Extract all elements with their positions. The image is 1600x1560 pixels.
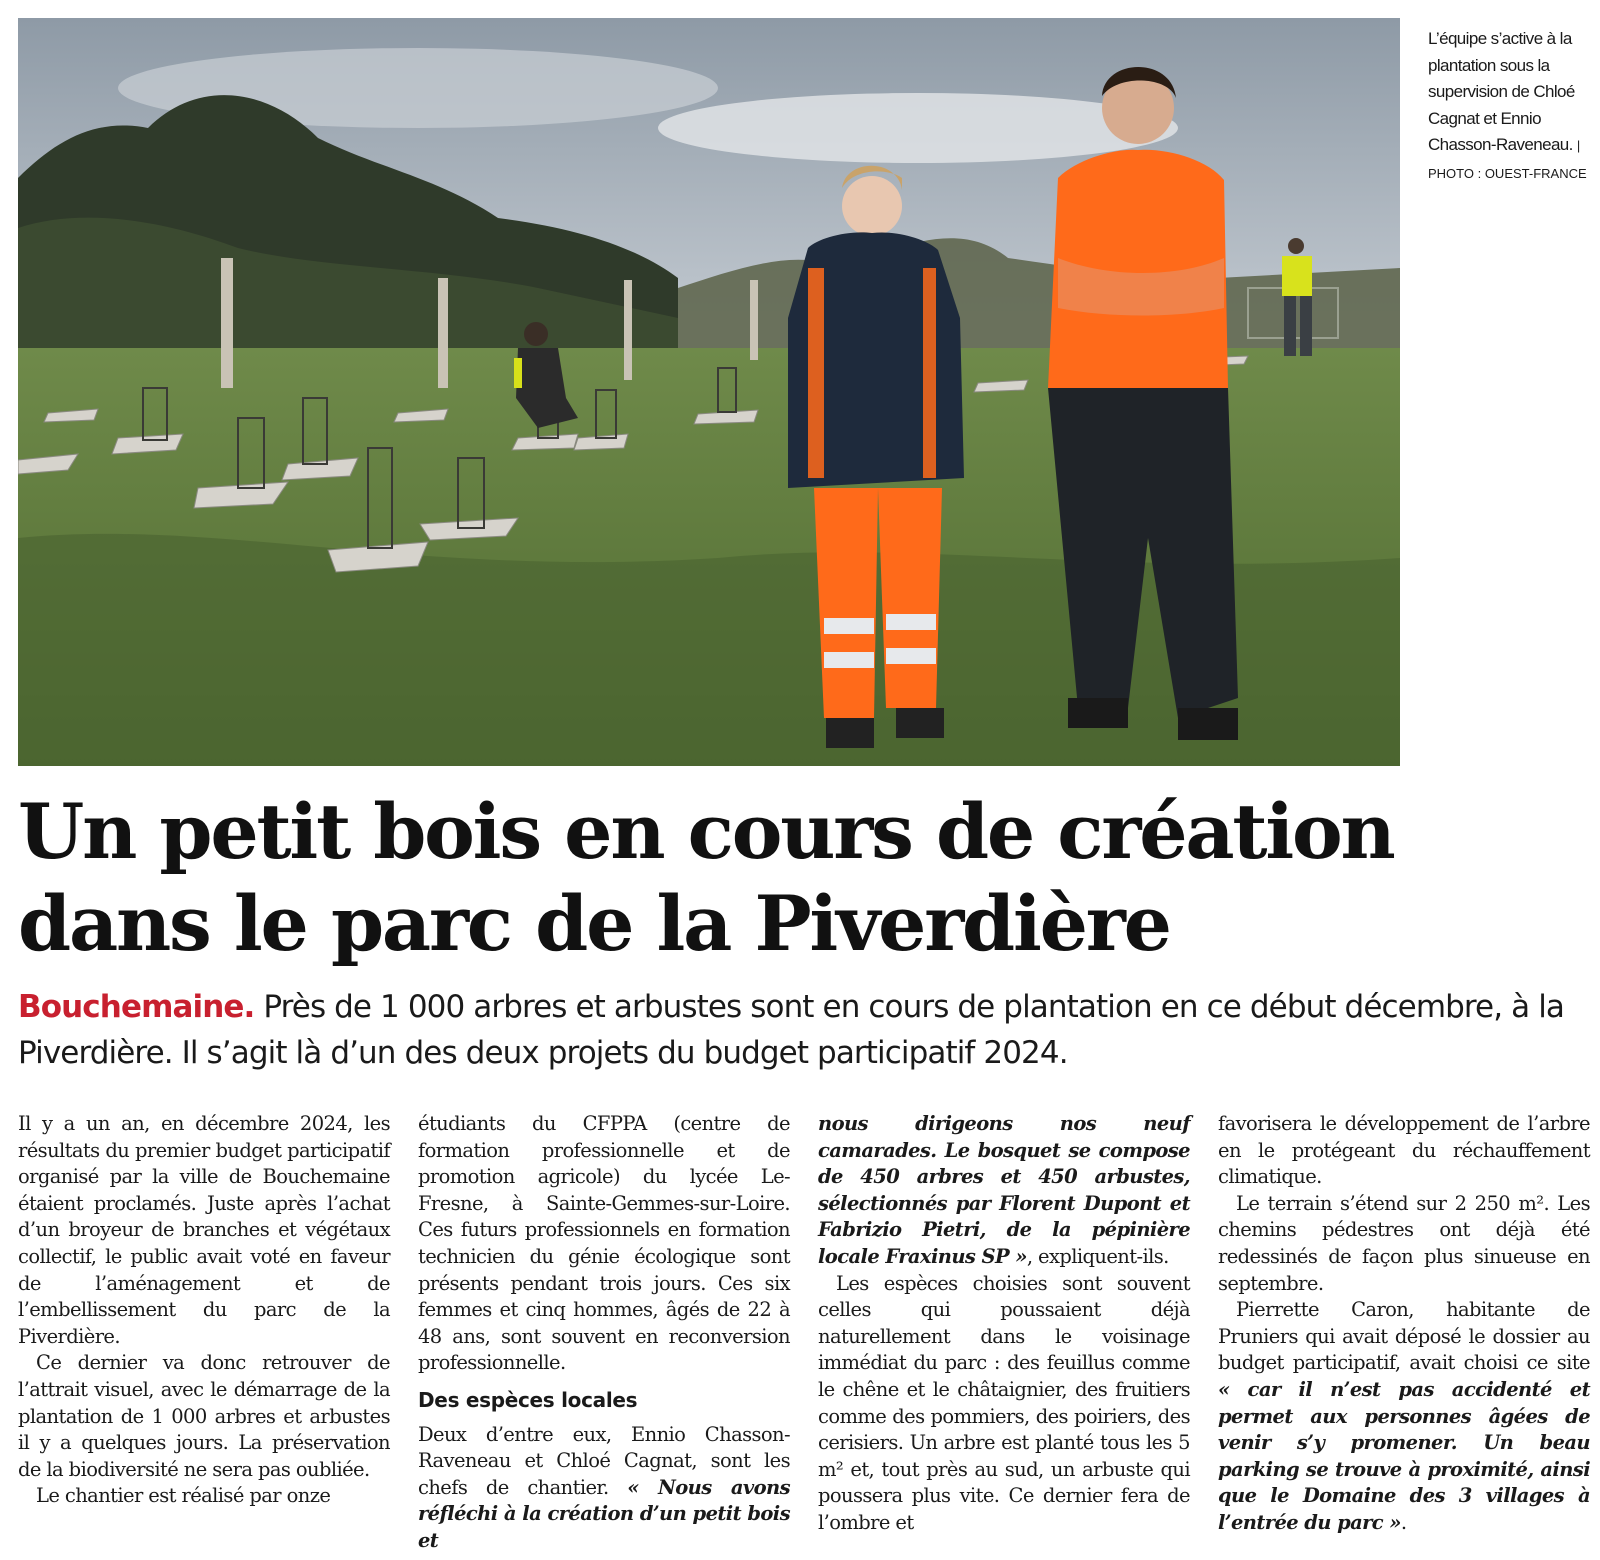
paragraph: [1218, 1297, 1590, 1536]
caption-text: L’équipe s’active à la plantation sous la supervision de Chloé Cagnat et Ennio Chasson-Raveneau.: [1428, 29, 1575, 154]
section-subhead: Des espèces locales: [418, 1387, 638, 1412]
quote-text: « Nous avons réfléchi à la création d’un petit bois et: [418, 1475, 790, 1552]
article-headline: [18, 786, 1578, 970]
paragraph-text: .: [1400, 1510, 1407, 1534]
article-lede: [18, 984, 1583, 1076]
lede-place: Bouchemaine.: [18, 989, 255, 1025]
body-column-2: [418, 1111, 790, 1555]
photo-credit: | PHOTO : OUEST-FRANCE: [1428, 138, 1587, 181]
planting-scene-illustration: [18, 18, 1400, 766]
body-column-3: [818, 1111, 1190, 1537]
paragraph: Le terrain s’étend sur 2 250 m². Les chemins pédestres ont déjà été redessinés de façon plus sinueuse en septembre.: [1218, 1191, 1590, 1295]
body-column-1: [18, 1111, 390, 1510]
quote-text: nous dirigeons nos neuf camarades. Le bosquet se compose de 450 arbres et 450 arbustes, sélectionnés par Florent Dupont et Fabrizio Pietri, de la pépinière locale Fraxinus SP »: [818, 1112, 1190, 1268]
headline-line-1: Un petit bois en cours de création: [18, 787, 1394, 876]
paragraph: favorisera le développement de l’arbre en le protégeant du réchauffement climatique.: [1218, 1112, 1590, 1189]
article-photo: [18, 18, 1400, 766]
headline-line-2: dans le parc de la Piverdière: [18, 879, 1170, 968]
quote-text: « car il n’est pas accidenté et permet aux personnes âgées de venir s’y promener. Un beau parking se trouve à proximité, ainsi que le Domaine des 3 villages à l’entrée du parc »: [1218, 1377, 1590, 1534]
paragraph: Il y a un an, en décembre 2024, les résultats du premier budget participatif organisé par la ville de Bouchemaine étaient proclamés. Juste après l’achat d’un broyeur de branches et végétaux collectif, le public avait voté en faveur de l’aménagement et de l’embellissement du parc de la Piverdière.: [18, 1112, 390, 1348]
paragraph: Les espèces choisies sont souvent celles qui poussaient déjà naturellement dans le voisinage immédiat du parc : des feuillus comme le chêne et le châtaignier, des fruitiers comme des pommiers, des poiriers, des cerisiers. Un arbre est planté tous les 5 m² et, tout près au sud, un arbuste qui poussera plus vite. Ce dernier fera de l’ombre et: [818, 1271, 1190, 1534]
lede-text: Près de 1 000 arbres et arbustes sont en cours de plantation en ce début décembre, à la Piverdière. Il s’agit là d’un des deux projets du budget participatif 2024.: [18, 989, 1564, 1071]
paragraph: étudiants du CFPPA (centre de formation professionnelle et de promotion agricole) du lycée Le-Fresne, à Sainte-Gemmes-sur-Loire. Ces futurs professionnels en formation technicien du génie écologique sont présents pendant trois jours. Ces six femmes et cinq hommes, âgés de 22 à 48 ans, sont souvent en reconversion professionnelle.: [418, 1112, 790, 1375]
paragraph-text: Pierrette Caron, habitante de Pruniers qui avait déposé le dossier au budget participatif, avait choisi ce site: [1218, 1298, 1590, 1375]
paragraph: [818, 1111, 1190, 1271]
paragraph: Le chantier est réalisé par onze: [36, 1484, 331, 1508]
photo-caption: [1428, 26, 1593, 187]
paragraph-text: Deux d’entre eux, Ennio Chasson-Raveneau et Chloé Cagnat, sont les chefs de chantier.: [418, 1422, 790, 1499]
paragraph: [418, 1422, 790, 1555]
paragraph: Ce dernier va donc retrouver de l’attrait visuel, avec le démarrage de la plantation de 1 000 arbres et arbustes il y a quelques jours. La préservation de la biodiversité ne sera pas oubliée.: [18, 1351, 390, 1481]
body-column-4: [1218, 1111, 1590, 1537]
paragraph-text: , expliquent-ils.: [1026, 1244, 1169, 1268]
